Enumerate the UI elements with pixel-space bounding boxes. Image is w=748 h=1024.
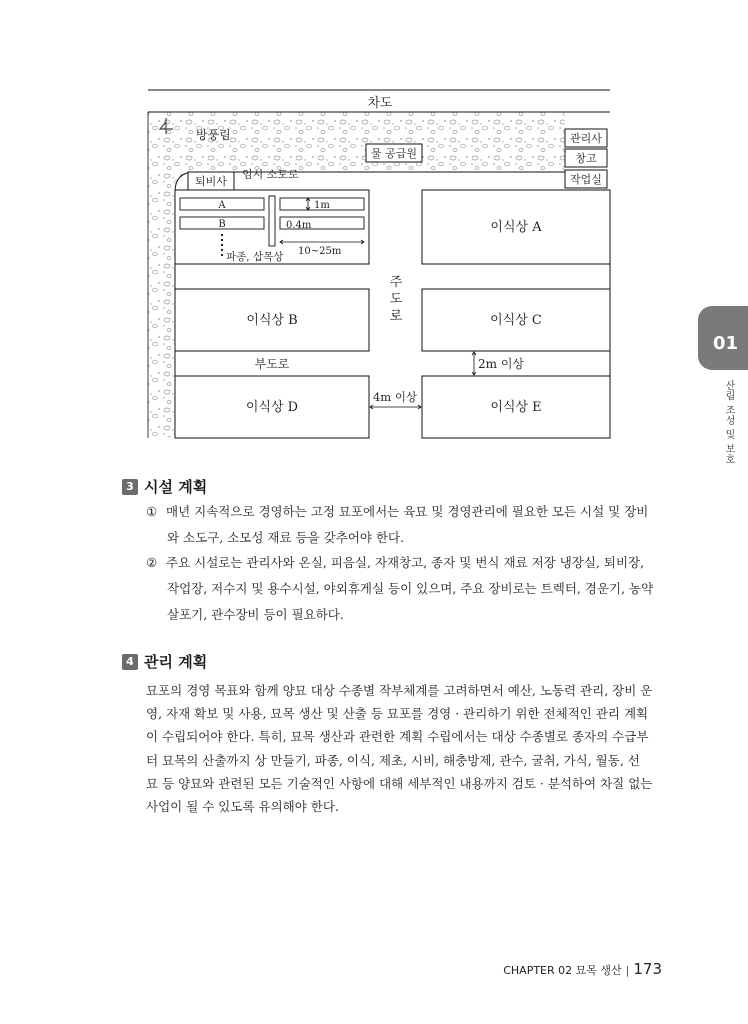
page-footer: [503, 960, 662, 978]
footer-chapter: CHAPTER 02 묘목 생산: [503, 964, 622, 977]
width-1m-label: 1m: [314, 200, 330, 211]
item-text: 와 소도구, 소모성 재료 등을 갖추어야 한다.: [167, 530, 405, 545]
paragraph-line: 묘 등 양묘와 관련된 모든 기술적인 사항에 대해 세부적인 내용까지 검토 · 분석하여 차질 없는: [146, 775, 653, 791]
item-mark: ②: [146, 555, 158, 570]
paragraph-line: 이 수립되어야 한다. 특히, 묘목 생산과 관련한 계획 수립에서는 대상 수종별로 종자의 수급부: [146, 729, 649, 745]
paragraph-line: 영, 자재 확보 및 사용, 묘목 생산 및 산출 등 묘포를 경영 · 관리하기 위한 전체적인 관리 계획: [146, 706, 649, 722]
temp-path-strip: [269, 196, 275, 246]
chapter-tab-title: 산림 조성 및 보호: [723, 380, 734, 465]
section-title: 관리 계획: [144, 653, 208, 671]
sub-road-label: 부도로: [254, 357, 290, 371]
sub-width-arrow: [472, 352, 476, 375]
paragraph-line: 사업이 될 수 있도록 유의해야 한다.: [146, 799, 339, 815]
sowing-label: 파종, 삽목상: [226, 251, 284, 263]
length-label: 10~25m: [298, 246, 342, 257]
section-number-badge: 3: [122, 479, 138, 495]
warehouse-label: 창고: [575, 152, 597, 165]
transplant-c-label: 이식상 C: [490, 313, 542, 328]
footer-separator: |: [625, 964, 630, 977]
gap-label: 0.4m: [286, 220, 312, 231]
main-road-char-2: 도: [389, 292, 403, 307]
main-road-char-3: 로: [389, 309, 403, 324]
water-source-label: 물 공급원: [370, 147, 418, 160]
list-item: [146, 550, 666, 628]
transplant-d-label: 이식상 D: [245, 400, 299, 415]
bed-a-label: A: [218, 200, 226, 211]
workroom-label: 작업실: [570, 173, 602, 186]
page-number: 173: [633, 960, 662, 978]
paragraph-line: 묘포의 경영 목표와 함께 양묘 대상 수종별 작부체계를 고려하면서 예산, 노동력 관리, 장비 운: [146, 683, 653, 698]
section-3-heading: [122, 476, 207, 497]
section-4-heading: [122, 651, 207, 672]
transplant-a-label: 이식상 A: [490, 220, 542, 235]
main-width-arrow: [370, 405, 421, 409]
sub-width-label: 2m 이상: [478, 357, 525, 371]
item-text: 작업장, 저수지 및 용수시설, 야외휴게실 등이 있으며, 주요 장비로는 트렉터, 경운기, 농약: [167, 581, 654, 596]
transplant-e-label: 이식상 E: [490, 400, 542, 415]
temp-road-label: 임시 소도로: [242, 168, 299, 181]
list-item: [146, 499, 666, 551]
office-label: 관리사: [570, 132, 602, 145]
bed-b-label: B: [218, 219, 226, 230]
nursery-layout-diagram: [140, 82, 620, 444]
paragraph-line: 터 묘목의 산출까지 상 만들기, 파종, 이식, 제초, 시비, 해충방제, 관수, 굴취, 가식, 월동, 선: [146, 752, 640, 768]
item-text: 매년 지속적으로 경영하는 고정 묘포에서는 육묘 및 경영관리에 필요한 모든 시설 및 장비: [166, 504, 649, 519]
road-label: 차도: [367, 96, 393, 111]
section-title: 시설 계획: [144, 478, 208, 496]
chapter-tab-number: 01: [712, 333, 738, 354]
main-road-char-1: 주: [389, 275, 403, 290]
transplant-b-label: 이식상 B: [246, 313, 298, 328]
item-text: 주요 시설로는 관리사와 온실, 피음실, 자재창고, 종자 및 번식 재료 저장 냉장실, 퇴비장,: [166, 555, 645, 570]
section-number-badge: 4: [122, 654, 138, 670]
body-paragraph: [146, 679, 666, 818]
compost-label: 퇴비사: [195, 175, 227, 188]
item-text: 살포기, 관수장비 등이 필요하다.: [167, 607, 344, 622]
main-width-label: 4m 이상: [372, 390, 418, 404]
windbreak-label: 방풍림: [196, 128, 231, 142]
item-mark: ①: [146, 504, 158, 519]
